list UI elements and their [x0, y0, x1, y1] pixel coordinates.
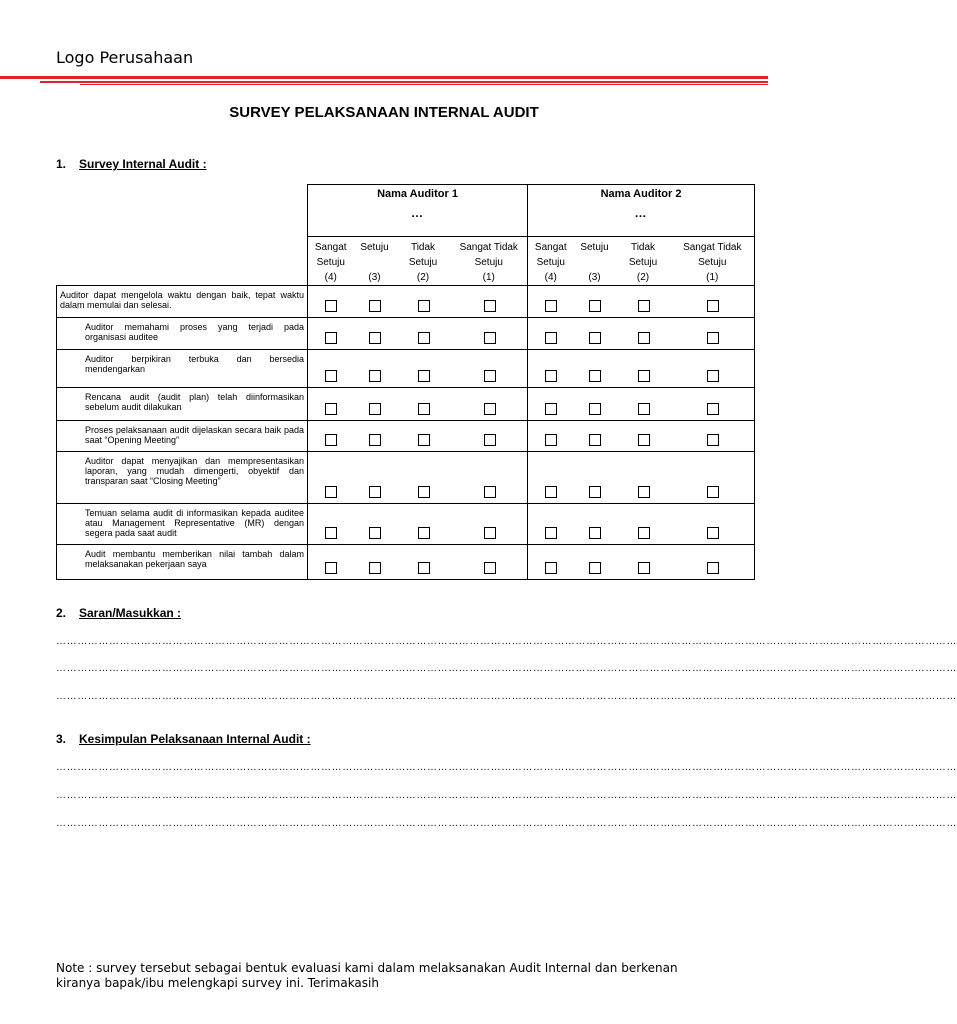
rating-checkbox[interactable] [418, 403, 430, 415]
statement-text: Proses pelaksanaan audit dijelaskan secara baik pada saat “Opening Meeting” [57, 421, 308, 452]
rating-checkbox[interactable] [325, 434, 337, 446]
rating-checkbox[interactable] [638, 562, 650, 574]
scale-header-a2-1: Sangat Tidak Setuju (1) [671, 237, 755, 286]
company-logo-text: Logo Perusahaan [56, 48, 194, 67]
rating-checkbox[interactable] [418, 332, 430, 344]
section-heading-kesimpulan: 3. Kesimpulan Pelaksanaan Internal Audit : [56, 732, 311, 746]
scale-header-a1-1: Sangat Tidak Setuju (1) [451, 237, 528, 286]
rating-checkbox[interactable] [325, 370, 337, 382]
rating-checkbox[interactable] [325, 332, 337, 344]
survey-table [56, 184, 755, 580]
statement-text: Auditor memahami proses yang terjadi pada organisasi auditee [57, 318, 308, 350]
rating-checkbox[interactable] [418, 434, 430, 446]
rating-checkbox[interactable] [638, 434, 650, 446]
fill-line[interactable]: ………………………………………………………………………………………………………………………………………………………………………………………………………………………………… [56, 691, 957, 702]
rating-checkbox[interactable] [707, 434, 719, 446]
scale-header-a1-3: Setuju (3) [354, 237, 396, 286]
scale-header-a2-3: Setuju (3) [574, 237, 616, 286]
rating-checkbox[interactable] [638, 527, 650, 539]
rating-checkbox[interactable] [369, 370, 381, 382]
rating-checkbox[interactable] [589, 370, 601, 382]
scale-header-a2-2: Tidak Setuju (2) [616, 237, 671, 286]
scale-header-a2-4: Sangat Setuju (4) [528, 237, 574, 286]
table-row [57, 452, 755, 504]
rating-checkbox[interactable] [484, 332, 496, 344]
fill-line[interactable]: ………………………………………………………………………………………………………………………………………………………………………………………………………………………………… [56, 636, 957, 647]
page-title: SURVEY PELAKSANAAN INTERNAL AUDIT [229, 104, 539, 121]
rating-checkbox[interactable] [545, 486, 557, 498]
rating-checkbox[interactable] [707, 403, 719, 415]
fill-line[interactable]: ………………………………………………………………………………………………………………………………………………………………………………………………………………………………… [56, 762, 957, 773]
section-heading-survey: 1. Survey Internal Audit : [56, 157, 207, 171]
rating-checkbox[interactable] [369, 332, 381, 344]
rating-checkbox[interactable] [369, 300, 381, 312]
auditor-1-header: Nama Auditor 1 … [308, 185, 528, 237]
rating-checkbox[interactable] [369, 403, 381, 415]
rating-checkbox[interactable] [589, 300, 601, 312]
rating-checkbox[interactable] [638, 486, 650, 498]
rating-checkbox[interactable] [707, 562, 719, 574]
rating-checkbox[interactable] [418, 486, 430, 498]
statement-text: Temuan selama audit di informasikan kepada auditee atau Management Representative (MR) dengan segera pada saat audit [57, 504, 308, 545]
rating-checkbox[interactable] [707, 527, 719, 539]
table-row [57, 350, 755, 388]
rating-checkbox[interactable] [545, 434, 557, 446]
scale-header-a1-2: Tidak Setuju (2) [396, 237, 451, 286]
rating-checkbox[interactable] [589, 527, 601, 539]
rating-checkbox[interactable] [418, 300, 430, 312]
table-row [57, 318, 755, 350]
rating-checkbox[interactable] [707, 370, 719, 382]
table-row [57, 504, 755, 545]
footer-note: Note : survey tersebut sebagai bentuk evaluasi kami dalam melaksanakan Audit Internal dan berkenan kiranya bapak/ibu melengkapi survey ini. Terimakasih [56, 961, 678, 990]
rating-checkbox[interactable] [325, 300, 337, 312]
rating-checkbox[interactable] [545, 527, 557, 539]
table-row [57, 286, 755, 318]
rating-checkbox[interactable] [484, 434, 496, 446]
table-row [57, 545, 755, 580]
rating-checkbox[interactable] [369, 434, 381, 446]
rating-checkbox[interactable] [589, 562, 601, 574]
rating-checkbox[interactable] [545, 370, 557, 382]
rating-checkbox[interactable] [484, 527, 496, 539]
statement-text: Audit membantu memberikan nilai tambah dalam melaksanakan pekerjaan saya [57, 545, 308, 580]
statement-text: Rencana audit (audit plan) telah diinformasikan sebelum audit dilakukan [57, 388, 308, 421]
rating-checkbox[interactable] [707, 332, 719, 344]
rating-checkbox[interactable] [707, 486, 719, 498]
rating-checkbox[interactable] [418, 370, 430, 382]
rating-checkbox[interactable] [545, 332, 557, 344]
rating-checkbox[interactable] [638, 370, 650, 382]
table-row [57, 388, 755, 421]
statement-text: Auditor dapat mengelola waktu dengan baik, tepat waktu dalam memulai dan selesai. [57, 286, 308, 318]
rating-checkbox[interactable] [589, 332, 601, 344]
statement-text: Auditor dapat menyajikan dan mempresentasikan laporan, yang mudah dimengerti, obyektif dan transparan saat “Closing Meeting” [57, 452, 308, 504]
rating-checkbox[interactable] [589, 434, 601, 446]
fill-line[interactable]: ………………………………………………………………………………………………………………………………………………………………………………………………………………………………… [56, 818, 957, 829]
statement-text: Auditor berpikiran terbuka dan bersedia mendengarkan [57, 350, 308, 388]
rating-checkbox[interactable] [707, 300, 719, 312]
rating-checkbox[interactable] [638, 300, 650, 312]
rating-checkbox[interactable] [418, 562, 430, 574]
rating-checkbox[interactable] [369, 527, 381, 539]
rating-checkbox[interactable] [545, 562, 557, 574]
rating-checkbox[interactable] [484, 370, 496, 382]
rating-checkbox[interactable] [484, 562, 496, 574]
rating-checkbox[interactable] [638, 332, 650, 344]
rating-checkbox[interactable] [484, 403, 496, 415]
fill-line[interactable]: ………………………………………………………………………………………………………………………………………………………………………………………………………………………………… [56, 790, 957, 801]
rating-checkbox[interactable] [325, 403, 337, 415]
rating-checkbox[interactable] [369, 486, 381, 498]
rating-checkbox[interactable] [589, 486, 601, 498]
rating-checkbox[interactable] [545, 300, 557, 312]
table-row [57, 421, 755, 452]
rating-checkbox[interactable] [325, 562, 337, 574]
rating-checkbox[interactable] [589, 403, 601, 415]
rating-checkbox[interactable] [545, 403, 557, 415]
fill-line[interactable]: ………………………………………………………………………………………………………………………………………………………………………………………………………………………………… [56, 663, 957, 674]
rating-checkbox[interactable] [638, 403, 650, 415]
section-heading-saran: 2. Saran/Masukkan : [56, 606, 182, 620]
header-accent-bar [0, 76, 768, 86]
rating-checkbox[interactable] [484, 300, 496, 312]
scale-header-a1-4: Sangat Setuju (4) [308, 237, 354, 286]
rating-checkbox[interactable] [418, 527, 430, 539]
rating-checkbox[interactable] [484, 486, 496, 498]
rating-checkbox[interactable] [369, 562, 381, 574]
auditor-2-header: Nama Auditor 2 … [528, 185, 755, 237]
rating-checkbox[interactable] [325, 527, 337, 539]
rating-checkbox[interactable] [325, 486, 337, 498]
